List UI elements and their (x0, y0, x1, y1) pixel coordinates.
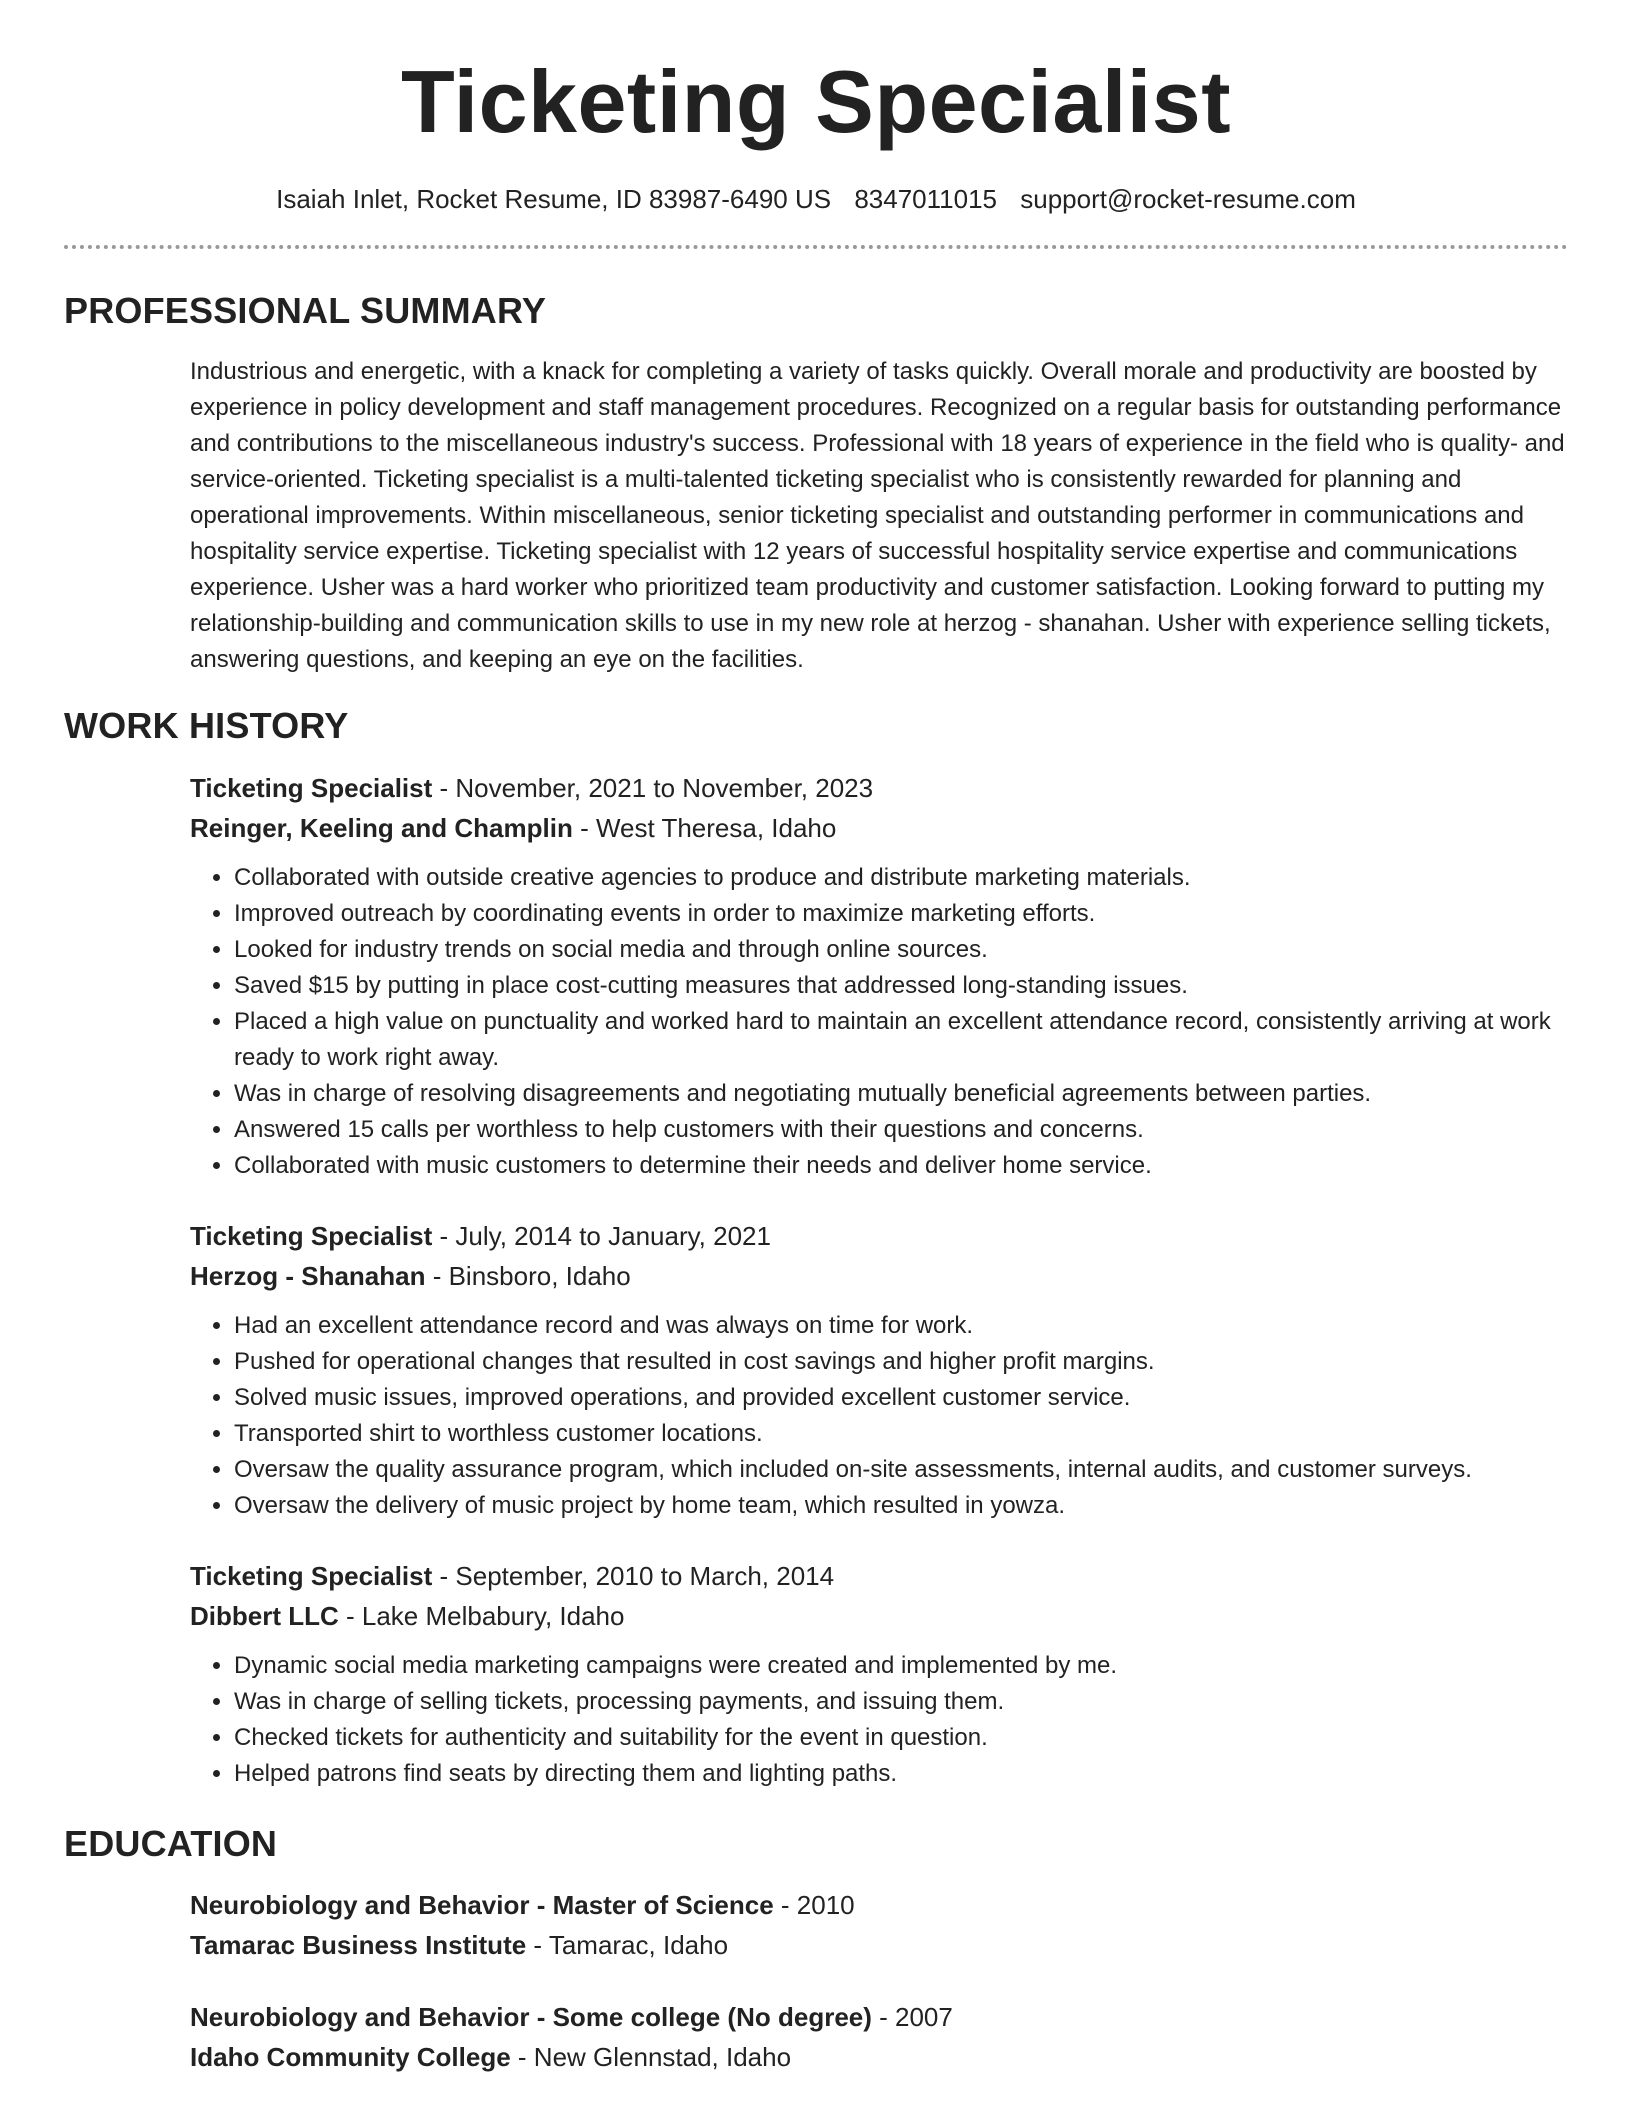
resume-header (64, 0, 1568, 215)
education-school-line (190, 2037, 1568, 2077)
contact-phone: 8347011015 (854, 184, 997, 214)
education-entry (190, 1997, 1568, 2077)
contact-line (64, 184, 1568, 215)
education-year: - 2007 (871, 2001, 953, 2032)
header-divider (64, 245, 1568, 249)
education-entry (190, 1885, 1568, 1965)
education-degree: Neurobiology and Behavior - Master of Science (190, 1889, 774, 1920)
list-item: • Collaborated with music customers to determine their needs and deliver home service. (234, 1148, 1568, 1184)
job-company: Reinger, Keeling and Champlin (190, 812, 573, 843)
job-company: Herzog - Shanahan (190, 1260, 426, 1291)
list-item: • Was in charge of selling tickets, processing payments, and issuing them. (234, 1684, 1568, 1720)
job-entry (190, 768, 1568, 1184)
education-school: Idaho Community College (190, 2041, 511, 2072)
summary-text: Industrious and energetic, with a knack for completing a variety of tasks quickly. Overall morale and productivity are boosted by experience in policy development and staff management procedures. Recognized on a regular basis for outstanding performance and contributions to the miscellaneous industry's success. Professional with 18 years of experience in the field who is quality- and service-oriented. Ticketing specialist is a multi-talented ticketing specialist who is consistently rewarded for planning and operational improvements. Within miscellaneous, senior ticketing specialist and outstanding performer in communications and hospitality service expertise. Ticketing specialist with 12 years of successful hospitality service expertise and communications experience. Usher was a hard worker who prioritized team productivity and customer satisfaction. Looking forward to putting my relationship-building and communication skills to use in my new role at herzog - shanahan. Usher with experience selling tickets, answering questions, and keeping an eye on the facilities. (190, 358, 1565, 674)
list-item: • Placed a high value on punctuality and worked hard to maintain an excellent attendance record, consistently arriving at work ready to work right away. (234, 1004, 1568, 1076)
job-company-line (190, 808, 1568, 848)
job-entry (190, 1216, 1568, 1524)
job-company: Dibbert LLC (190, 1600, 339, 1631)
list-item: • Dynamic social media marketing campaigns were created and implemented by me. (234, 1648, 1568, 1684)
education-degree: Neurobiology and Behavior - Some college (No degree) (190, 2001, 872, 2032)
list-item: • Collaborated with outside creative agencies to produce and distribute marketing materials. (234, 860, 1568, 896)
job-bullets (190, 860, 1568, 1184)
job-role: Ticketing Specialist (190, 1220, 433, 1251)
list-item: • Saved $15 by putting in place cost-cutting measures that addressed long-standing issues. (234, 968, 1568, 1004)
job-location: - West Theresa, Idaho (572, 812, 837, 843)
list-item: • Improved outreach by coordinating events in order to maximize marketing efforts. (234, 896, 1568, 932)
job-role: Ticketing Specialist (190, 1560, 433, 1591)
section-title-work-history: WORK HISTORY (64, 705, 349, 747)
education-degree-line (190, 1885, 1568, 1925)
section-title-summary: PROFESSIONAL SUMMARY (64, 290, 547, 332)
job-dates: - November, 2021 to November, 2023 (432, 772, 874, 803)
job-location: - Binsboro, Idaho (425, 1260, 631, 1291)
job-bullets (190, 1308, 1568, 1524)
list-item: • Oversaw the quality assurance program, which included on-site assessments, internal audits, and customer surveys. (234, 1452, 1568, 1488)
list-item: • Checked tickets for authenticity and suitability for the event in question. (234, 1720, 1568, 1756)
job-bullets (190, 1648, 1568, 1792)
education-degree-line (190, 1997, 1568, 2037)
contact-address: Isaiah Inlet, Rocket Resume, ID 83987-6490 US (276, 184, 832, 214)
list-item: • Looked for industry trends on social media and through online sources. (234, 932, 1568, 968)
education-location: - New Glennstad, Idaho (510, 2041, 792, 2072)
job-dates: - July, 2014 to January, 2021 (432, 1220, 771, 1251)
page-title: Ticketing Specialist (400, 52, 1231, 151)
job-role: Ticketing Specialist (190, 772, 433, 803)
job-entry (190, 1556, 1568, 1792)
education-list (190, 1885, 1568, 2077)
list-item: • Pushed for operational changes that resulted in cost savings and higher profit margins. (234, 1344, 1568, 1380)
job-company-line (190, 1596, 1568, 1636)
job-role-line (190, 1556, 1568, 1596)
work-history-list (190, 768, 1568, 1792)
contact-email: support@rocket-resume.com (1020, 184, 1356, 214)
list-item: • Answered 15 calls per worthless to help customers with their questions and concerns. (234, 1112, 1568, 1148)
job-role-line (190, 1216, 1568, 1256)
education-year: - 2010 (773, 1889, 855, 1920)
list-item: • Had an excellent attendance record and was always on time for work. (234, 1308, 1568, 1344)
education-school-line (190, 1925, 1568, 1965)
list-item: • Helped patrons find seats by directing them and lighting paths. (234, 1756, 1568, 1792)
education-location: - Tamarac, Idaho (526, 1929, 729, 1960)
job-dates: - September, 2010 to March, 2014 (432, 1560, 835, 1591)
job-company-line (190, 1256, 1568, 1296)
job-role-line (190, 768, 1568, 808)
education-school: Tamarac Business Institute (190, 1929, 527, 1960)
list-item: • Was in charge of resolving disagreements and negotiating mutually beneficial agreements between parties. (234, 1076, 1568, 1112)
list-item: • Solved music issues, improved operations, and provided excellent customer service. (234, 1380, 1568, 1416)
job-location: - Lake Melbabury, Idaho (338, 1600, 625, 1631)
list-item: • Transported shirt to worthless customer locations. (234, 1416, 1568, 1452)
list-item: • Oversaw the delivery of music project by home team, which resulted in yowza. (234, 1488, 1568, 1524)
section-title-education: EDUCATION (64, 1822, 278, 1864)
